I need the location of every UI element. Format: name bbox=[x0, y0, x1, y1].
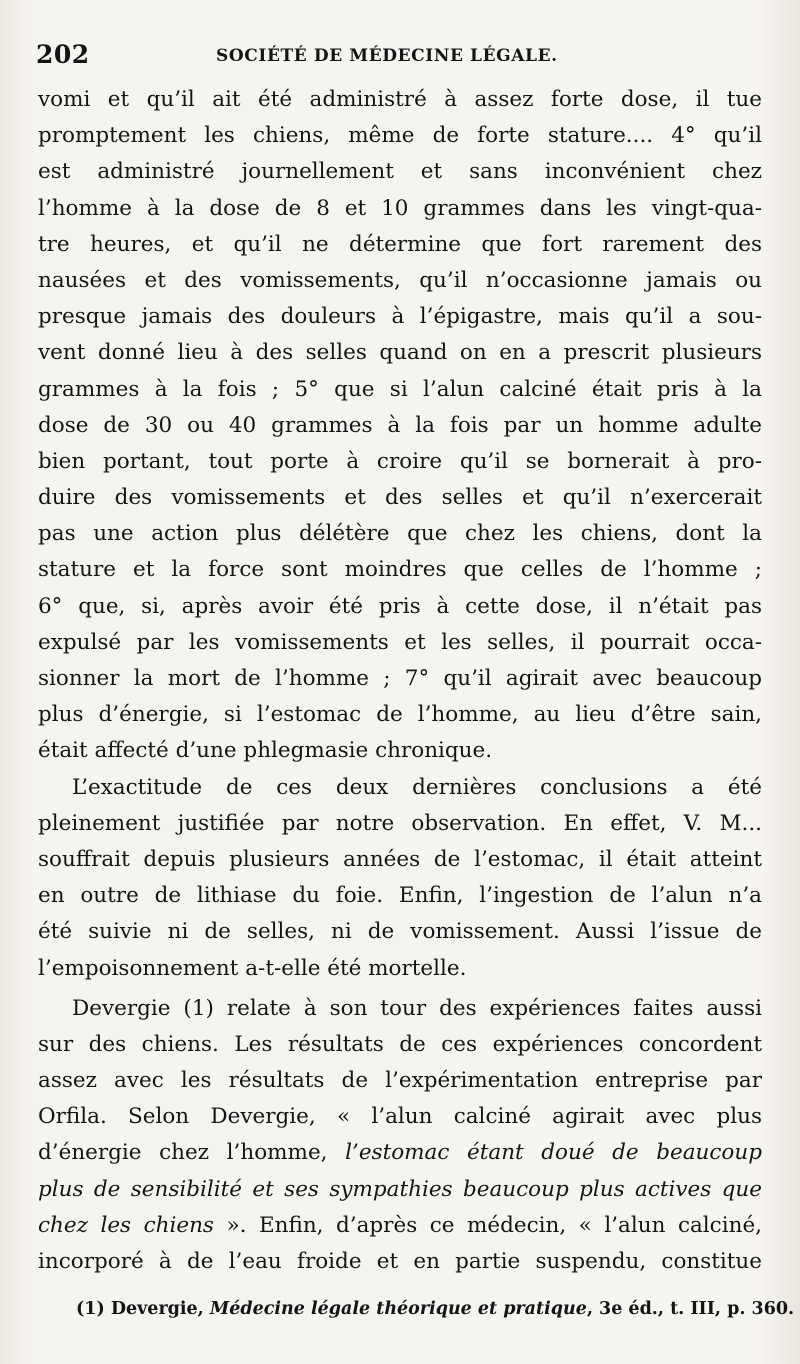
footnote-title: Médecine légale théorique et pratique bbox=[209, 1299, 587, 1319]
running-head: SOCIÉTÉ DE MÉDECINE LÉGALE. bbox=[216, 46, 558, 66]
text-line: grammes à la fois ; 5° que si l’alun calciné était pris à la bbox=[38, 376, 762, 402]
text-line: L’exactitude de ces deux dernières conclusions a été bbox=[72, 774, 762, 800]
text-line: vent donné lieu à des selles quand on en a prescrit plusieurs bbox=[38, 340, 762, 366]
text-line: sionner la mort de l’homme ; 7° qu’il agirait avec beaucoup bbox=[38, 666, 762, 691]
text-line: en outre de lithiase du foie. Enfin, l’ingestion de l’alun n’a bbox=[38, 883, 762, 909]
text-line: dose de 30 ou 40 grammes à la fois par un homme adulte bbox=[38, 412, 762, 438]
text-line: plus d’énergie, si l’estomac de l’homme, au lieu d’être sain, bbox=[38, 702, 762, 728]
text-line: été suivie ni de selles, ni de vomissement. Aussi l’issue de bbox=[38, 919, 762, 945]
text-line: tre heures, et qu’il ne détermine que fort rarement des bbox=[38, 231, 762, 257]
italic-quote: l’estomac étant doué de beaucoup bbox=[345, 1140, 762, 1166]
text-line: stature et la force sont moindres que celles de l’homme ; bbox=[38, 557, 762, 583]
text-line: est administré journellement et sans inconvénient chez bbox=[38, 159, 762, 185]
paragraph-3 bbox=[38, 991, 762, 1281]
text-line: promptement les chiens, même de forte stature.... 4° qu’il bbox=[38, 123, 762, 149]
text-line: Orfila. Selon Devergie, « l’alun calciné agirait avec plus bbox=[38, 1104, 762, 1130]
text-line: l’homme à la dose de 8 et 10 grammes dans les vingt-qua- bbox=[38, 195, 762, 221]
body-text bbox=[38, 82, 762, 1280]
text-line: assez avec les résultats de l’expérimentation entreprise par bbox=[38, 1068, 762, 1094]
text-line: Devergie (1) relate à son tour des expériences faites aussi bbox=[72, 995, 762, 1021]
page-number: 202 bbox=[36, 40, 90, 69]
text-line-mixed bbox=[38, 1135, 762, 1171]
italic-quote: chez les chiens bbox=[38, 1212, 214, 1238]
text-line: pas une action plus délétère que chez les chiens, dont la bbox=[38, 521, 762, 547]
text-line: vomi et qu’il ait été administré à assez forte dose, il tue bbox=[38, 87, 762, 112]
text-line: duire des vomissements et des selles et qu’il n’exercerait bbox=[38, 485, 762, 511]
text-line: incorporé à de l’eau froide et en partie suspendu, constitue bbox=[38, 1249, 762, 1274]
text-line: souffrait depuis plusieurs années de l’estomac, il était atteint bbox=[38, 846, 762, 872]
text-line: expulsé par les vomissements et les selles, il pourrait occa- bbox=[38, 629, 762, 655]
footnote bbox=[76, 1296, 795, 1322]
text-line: était affecté d’une phlegmasie chronique. bbox=[38, 738, 493, 764]
footnote-marker: (1) Devergie, bbox=[76, 1299, 210, 1319]
text-line-mixed bbox=[38, 1208, 762, 1244]
text-line: pleinement justifiée par notre observation. En effet, V. M... bbox=[38, 810, 762, 836]
text-line: l’empoisonnement a-t-elle été mortelle. bbox=[38, 955, 467, 981]
italic-quote-line: plus de sensibilité et ses sympathies beaucoup plus actives que bbox=[38, 1176, 762, 1202]
text-line: 6° que, si, après avoir été pris à cette dose, il n’était pas bbox=[38, 593, 762, 619]
page-header bbox=[36, 40, 756, 76]
paragraph-1 bbox=[38, 82, 762, 770]
paragraph-2 bbox=[38, 770, 762, 987]
text-line: nausées et des vomissements, qu’il n’occasionne jamais ou bbox=[38, 267, 762, 293]
text-span: ». Enfin, d’après ce médecin, « l’alun calciné, bbox=[213, 1212, 762, 1238]
text-line: bien portant, tout porte à croire qu’il se bornerait à pro- bbox=[38, 448, 762, 474]
text-span: d’énergie chez l’homme, bbox=[38, 1140, 346, 1166]
text-line: sur des chiens. Les résultats de ces expériences concordent bbox=[38, 1031, 762, 1057]
text-line: presque jamais des douleurs à l’épigastre, mais qu’il a sou- bbox=[38, 304, 762, 330]
footnote-rest: , 3e éd., t. III, p. 360. bbox=[586, 1299, 795, 1319]
